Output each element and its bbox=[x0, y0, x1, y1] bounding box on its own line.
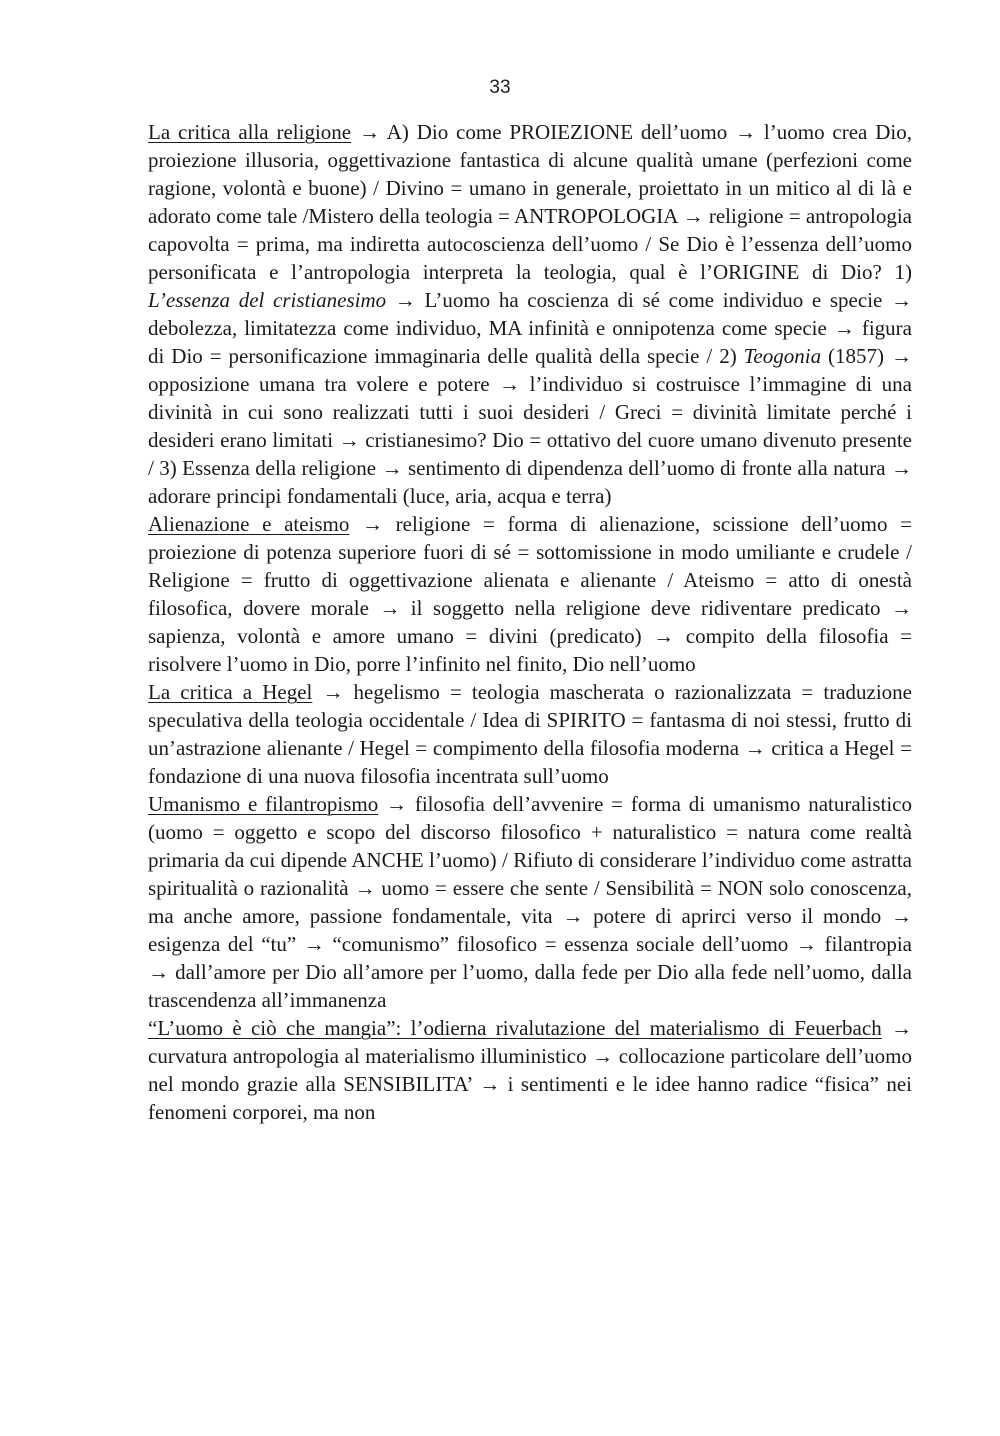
page-body bbox=[148, 118, 912, 1126]
paragraph-umanismo-filantropismo bbox=[148, 790, 912, 1014]
paragraph-text: (1857) → opposizione umana tra volere e potere → l’individuo si costruisce l’immagine di una divinità in cui sono realizzati tutti i suoi desideri / Greci = divinità limitate perché i desideri erano limitati → cristianesimo? Dio = ottativo del cuore umano divenuto presente / 3) Essenza della religione → sentimento di dipendenza dell’uomo di fronte alla natura → adorare principi fondamentali (luce, aria, acqua e terra) bbox=[148, 344, 912, 508]
section-heading: Umanismo e filantropismo bbox=[148, 792, 379, 816]
book-title: L’essenza del cristianesimo bbox=[148, 288, 387, 312]
paragraph-critica-religione bbox=[148, 118, 912, 510]
section-heading: La critica a Hegel bbox=[148, 680, 313, 704]
paragraph-text: → curvatura antropologia al materialismo illuministico → collocazione particolare dell’uomo nel mondo grazie alla SENSIBILITA’ → i sentimenti e le idee hanno radice “fisica” nei fenomeni corporei, ma non bbox=[148, 1016, 913, 1124]
section-heading: Alienazione e ateismo bbox=[148, 512, 350, 536]
paragraph-text: → religione = forma di alienazione, scissione dell’uomo = proiezione di potenza superiore fuori di sé = sottomissione in modo umiliante e crudele / Religione = frutto di oggettivazione alienata e alienante / Ateismo = atto di onestà filosofica, dovere morale → il soggetto nella religione deve ridiventare predicato → sapienza, volontà e amore umano = divini (predicato) → compito della filosofia = risolvere l’uomo in Dio, porre l’infinito nel finito, Dio nell’uomo bbox=[148, 512, 912, 676]
section-heading: La critica alla religione bbox=[148, 120, 352, 144]
section-heading: “L’uomo è ciò che mangia”: l’odierna rivalutazione del materialismo di Feuerbach bbox=[148, 1016, 882, 1040]
paragraph-text: → L’uomo ha coscienza di sé come individuo e specie → debolezza, limitatezza come individuo, MA infinità e onnipotenza come specie → figura di Dio = personificazione immaginaria delle qualità della specie / 2) bbox=[148, 288, 912, 368]
paragraph-alienazione-ateismo bbox=[148, 510, 912, 678]
page-number: 33 bbox=[489, 77, 511, 98]
paragraph-critica-hegel bbox=[148, 678, 912, 790]
paragraph-text: → hegelismo = teologia mascherata o razionalizzata = traduzione speculativa della teologia occidentale / Idea di SPIRITO = fantasma di noi stessi, frutto di un’astrazione alienante / Hegel = compimento della filosofia moderna → critica a Hegel = fondazione di una nuova filosofia incentrata sull’uomo bbox=[148, 680, 912, 788]
book-title: Teogonia bbox=[743, 344, 822, 368]
paragraph-uomo-cio-che-mangia bbox=[148, 1014, 912, 1126]
paragraph-text: → A) Dio come PROIEZIONE dell’uomo → l’uomo crea Dio, proiezione illusoria, oggettivazione fantastica di alcune qualità umane (perfezioni come ragione, volontà e buone) / Divino = umano in generale, proiettato in un mitico al di là e adorato come tale /Mistero della teologia = ANTROPOLOGIA → religione = antropologia capovolta = prima, ma indiretta autocoscienza dell’uomo / Se Dio è l’essenza dell’uomo personificata e l’antropologia interpreta la teologia, qual è l’ORIGINE di Dio? 1) bbox=[148, 120, 912, 284]
paragraph-text: → filosofia dell’avvenire = forma di umanismo naturalistico (uomo = oggetto e scopo del discorso filosofico + naturalistico = natura come realtà primaria da cui dipende ANCHE l’uomo) / Rifiuto di considerare l’individuo come astratta spiritualità o razionalità → uomo = essere che sente / Sensibilità = NON solo conoscenza, ma anche amore, passione fondamentale, vita → potere di aprirci verso il mondo → esigenza del “tu” → “comunismo” filosofico = essenza sociale dell’uomo → filantropia → dall’amore per Dio all’amore per l’uomo, dalla fede per Dio alla fede nell’uomo, dalla trascendenza all’immanenza bbox=[148, 792, 912, 1012]
